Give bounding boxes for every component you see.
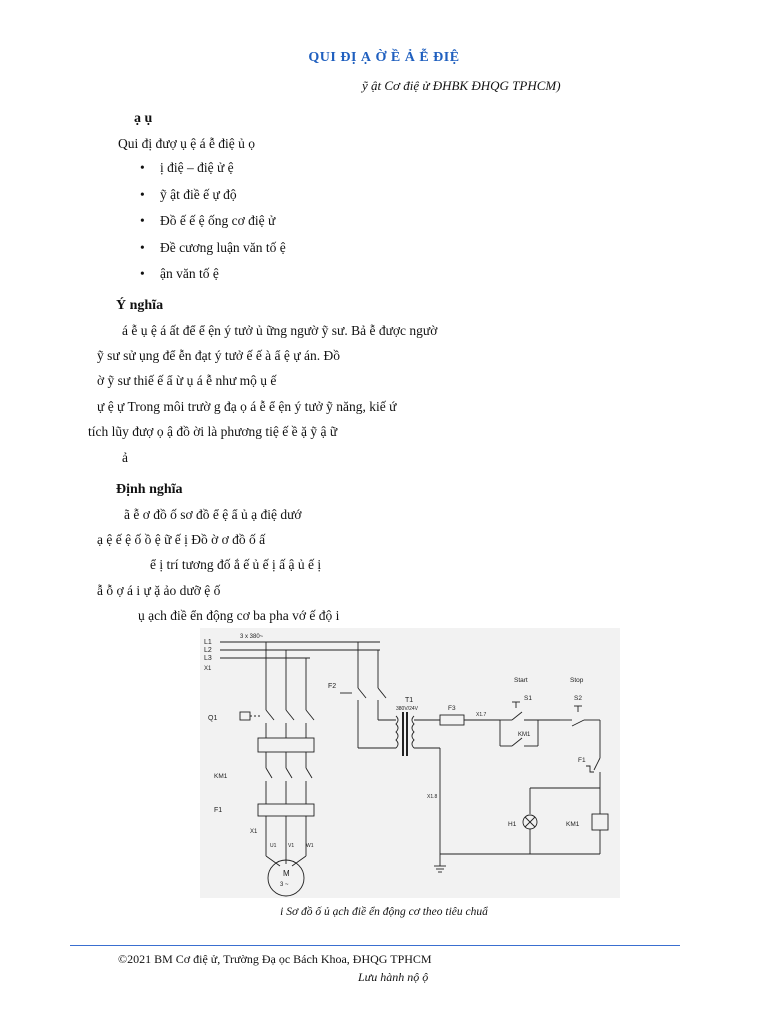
stop-label: Stop [570, 677, 584, 684]
doc-title: QUI ĐỊ Ạ Ờ Ề Ả Ễ ĐIỆ [308, 50, 460, 65]
definition-line: ể ị trí tương đố ắ ế ủ ế ị ấ ậ ủ ế ị [150, 557, 322, 572]
supply-label: 3 x 380~ [240, 634, 264, 640]
scope-bullet: • ận văn tố ệ [160, 266, 219, 282]
scope-intro: Qui đị đượ ụ ệ á ễ điệ ủ ọ [118, 136, 256, 151]
definition-line: ụ ạch điề ển động cơ ba pha vớ ế độ i [138, 608, 340, 623]
f3-label: F3 [448, 705, 456, 712]
s2-label: S2 [574, 695, 582, 702]
definition-line: ã ễ ơ đồ ố sơ đồ ể ệ ẩ ủ ạ điệ dướ [124, 507, 302, 522]
meaning-line: á ễ ụ ệ á ất để ể ện ý tưở ủ ững ngườ ỹ sư. Bả ễ được ngườ [122, 323, 438, 338]
meaning-line: tích lũy đượ ọ ậ đồ ời là phương tiệ ế ề ặ ỹ ậ ữ [88, 424, 338, 439]
terminal-label: V1 [288, 843, 295, 849]
motor-label: M [283, 869, 290, 878]
terminal-label: U1 [270, 843, 277, 849]
meaning-line: ỹ sư sử ụng để ễn đạt ý tưở ế ế à ẩ ệ ự án. Đồ [97, 348, 340, 363]
x1-label: X1 [204, 666, 212, 672]
wiring-diagram [200, 628, 620, 898]
phase-label: L2 [204, 647, 212, 654]
scope-bullet: • ị điệ – điệ ử ệ [160, 160, 234, 176]
footer-divider [70, 945, 680, 946]
t1-rating: 380V/24V [396, 706, 418, 712]
f2-label: F2 [328, 683, 337, 690]
motor-sub-label: 3 ~ [280, 882, 289, 888]
q1-label: Q1 [208, 715, 218, 722]
meaning-heading: Ý nghĩa [116, 298, 164, 313]
footer-copyright: ©2021 BM Cơ điệ ử, Trường Đạ ọc Bách Khoa, ĐHQG TPHCM [118, 952, 432, 966]
scope-bullet: • ỹ ật điề ế ự độ [160, 187, 237, 203]
scope-heading: ạ ụ [134, 111, 153, 126]
meaning-line: ờ ỹ sư thiế ế ẩ ừ ụ á ễ như mộ ụ ế [97, 373, 277, 388]
terminal-label: W1 [306, 843, 314, 849]
doc-subtitle: ỹ ật Cơ điệ ử ĐHBK ĐHQG TPHCM) [362, 78, 561, 93]
definition-line: ẫ ỗ ợ á i ự ặ ảo dưỡ ệ ố [97, 583, 221, 598]
f1-control-label: F1 [578, 757, 586, 764]
meaning-line: ả [122, 450, 128, 465]
definition-line: ạ ệ ế ệ ố ồ ệ ữ ế ị Đồ ờ ơ đồ ố ấ [97, 532, 266, 547]
s1-label: S1 [524, 695, 532, 702]
meaning-line: ự ệ ự Trong môi trườ g đạ ọ á ễ ể ện ý tưở ỹ năng, kiế ứ [97, 399, 397, 414]
scope-bullet: • Đề cương luận văn tố ệ [160, 240, 286, 256]
x18-label: X1.8 [427, 794, 438, 800]
km1-power-label: KM1 [214, 773, 228, 780]
h1-label: H1 [508, 821, 517, 828]
km1-contact-label: KM1 [518, 732, 531, 738]
start-label: Start [514, 677, 528, 684]
definition-heading: Định nghĩa [116, 482, 183, 497]
phase-label: L1 [204, 639, 212, 646]
x17-label: X1.7 [476, 712, 487, 718]
phase-label: L3 [204, 655, 212, 662]
km1-coil-label: KM1 [566, 821, 580, 828]
figure-caption: i Sơ đồ ố ủ ạch điề ển động cơ theo tiêu chuẩ [280, 906, 488, 918]
scope-bullet: • Đồ ế ế ệ ống cơ điệ ử [160, 213, 275, 229]
footer-distribution-note: Lưu hành nộ ộ [358, 970, 429, 984]
t1-label: T1 [405, 697, 414, 704]
x1-lower-label: X1 [250, 829, 258, 835]
f1-power-label: F1 [214, 807, 223, 814]
